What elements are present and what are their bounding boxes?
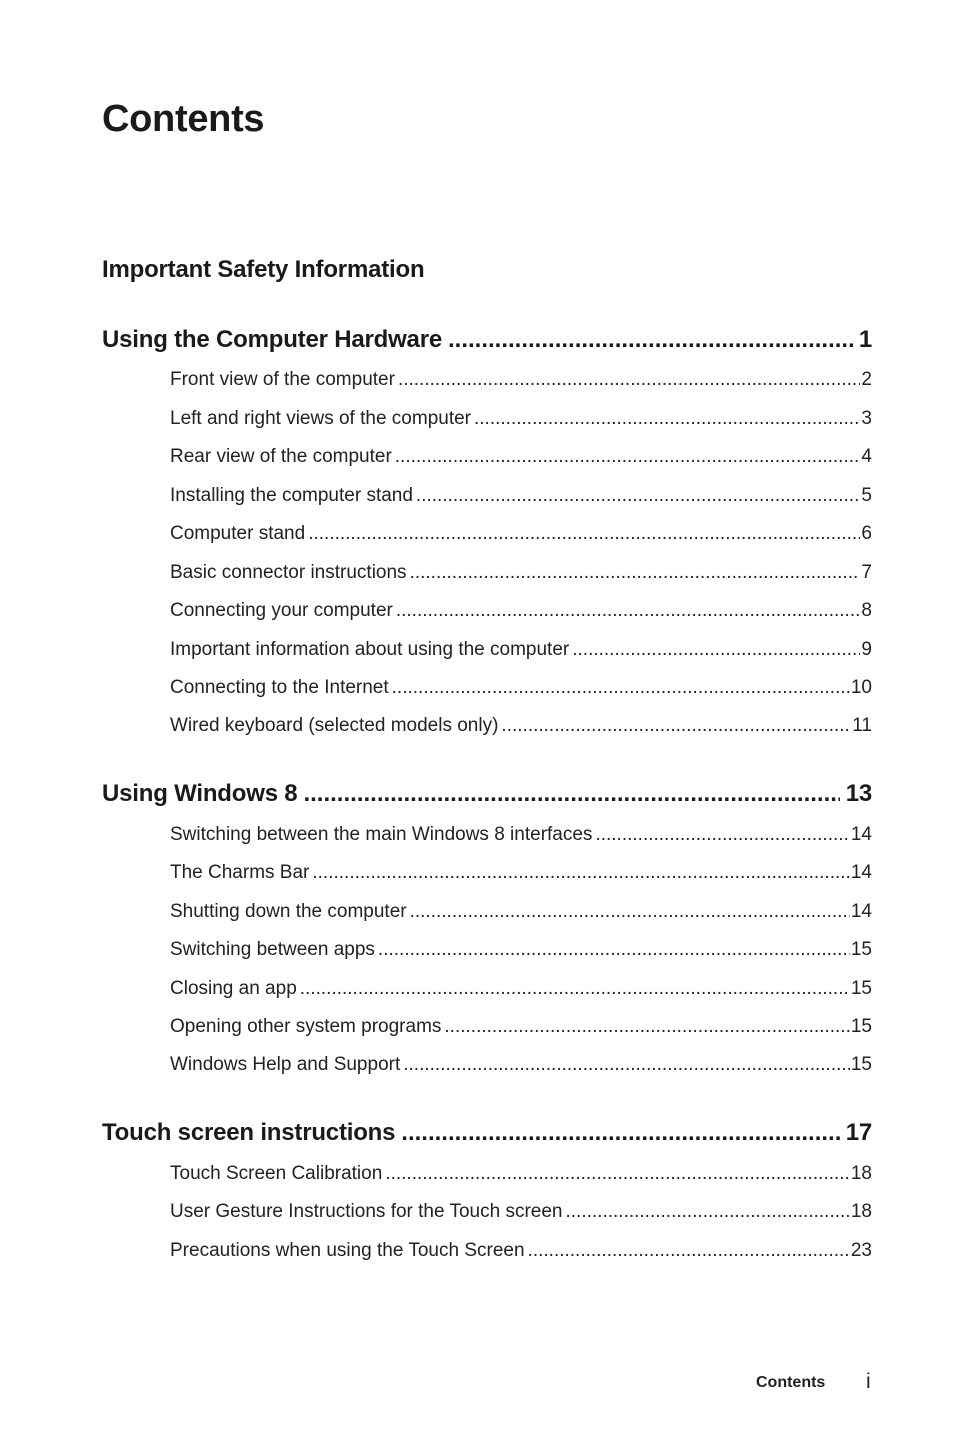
toc-entry-title: Computer stand — [170, 523, 306, 544]
dot-leader — [395, 446, 861, 468]
dot-leader — [410, 562, 861, 584]
toc-entry-title: Rear view of the computer — [170, 446, 392, 467]
dot-leader — [416, 485, 861, 507]
toc-heading-safety[interactable]: Important Safety Information — [102, 256, 425, 283]
toc-entry-title: Important information about using the computer — [170, 639, 570, 660]
dot-leader — [392, 677, 850, 699]
toc-entry-title: The Charms Bar — [170, 862, 310, 883]
toc-page-number: 14 — [850, 901, 872, 922]
toc-entry[interactable] — [170, 1163, 872, 1189]
dot-leader — [572, 639, 860, 661]
dot-leader — [308, 523, 860, 545]
toc-page-number: 15 — [850, 978, 872, 999]
footer-page-number: i — [866, 1370, 871, 1393]
dot-leader — [401, 1119, 839, 1147]
toc-entry[interactable] — [170, 677, 872, 703]
toc-entry[interactable] — [170, 939, 872, 965]
toc-page-number: 1 — [858, 326, 872, 353]
toc-chapter-windows8[interactable] — [102, 780, 872, 812]
toc-entry[interactable] — [170, 1201, 872, 1227]
dot-leader — [595, 824, 849, 846]
toc-entry-title: Shutting down the computer — [170, 901, 407, 922]
toc-entry[interactable] — [170, 715, 872, 741]
toc-page-number: 11 — [852, 715, 872, 736]
toc-page-number: 8 — [861, 600, 872, 621]
toc-entry[interactable] — [170, 901, 872, 927]
dot-leader — [312, 862, 849, 884]
toc-entry-title: Installing the computer stand — [170, 485, 413, 506]
toc-entry-title: Switching between the main Windows 8 interfaces — [170, 824, 593, 845]
toc-chapter-touch-screen[interactable] — [102, 1119, 872, 1151]
toc-page-number: 23 — [850, 1240, 872, 1261]
toc-entry-title: Closing an app — [170, 978, 297, 999]
toc-entry[interactable] — [170, 1240, 872, 1266]
dot-leader — [528, 1240, 850, 1262]
toc-page-number: 4 — [861, 446, 872, 467]
toc-chapter-hardware[interactable] — [102, 326, 872, 358]
toc-entry[interactable] — [170, 562, 872, 588]
toc-page-number: 9 — [861, 639, 872, 660]
toc-page-number: 7 — [861, 562, 872, 583]
toc-page-number: 15 — [850, 1016, 872, 1037]
toc-entry[interactable] — [170, 862, 872, 888]
toc-page-number: 10 — [850, 677, 872, 698]
toc-entry[interactable] — [170, 1054, 872, 1080]
toc-entry[interactable] — [170, 446, 872, 472]
dot-leader — [398, 369, 860, 391]
toc-page-number: 15 — [850, 939, 872, 960]
toc-entry-title: Basic connector instructions — [170, 562, 407, 583]
toc-chapter-title: Using the Computer Hardware — [102, 326, 442, 353]
toc-entry[interactable] — [170, 600, 872, 626]
dot-leader — [396, 600, 861, 622]
dot-leader — [566, 1201, 850, 1223]
dot-leader — [410, 901, 850, 923]
toc-page-number: 6 — [861, 523, 872, 544]
dot-leader — [474, 408, 860, 430]
dot-leader — [303, 780, 839, 808]
dot-leader — [444, 1016, 849, 1038]
toc-entry-title: Opening other system programs — [170, 1016, 442, 1037]
toc-entry-title: Switching between apps — [170, 939, 375, 960]
toc-entry[interactable] — [170, 639, 872, 665]
toc-page-number: 2 — [861, 369, 872, 390]
toc-page-number: 18 — [850, 1201, 872, 1222]
dot-leader — [385, 1163, 850, 1185]
toc-entry[interactable] — [170, 523, 872, 549]
toc-entry[interactable] — [170, 485, 872, 511]
toc-page-number: 3 — [861, 408, 872, 429]
toc-entry-title: Windows Help and Support — [170, 1054, 401, 1075]
toc-entry[interactable] — [170, 369, 872, 395]
dot-leader — [378, 939, 850, 961]
toc-entry-title: Connecting to the Internet — [170, 677, 389, 698]
toc-entry-title: Wired keyboard (selected models only) — [170, 715, 499, 736]
toc-chapter-title: Touch screen instructions — [102, 1119, 396, 1146]
toc-entry-title: Front view of the computer — [170, 369, 395, 390]
toc-page-number: 14 — [850, 862, 872, 883]
dot-leader — [300, 978, 850, 1000]
toc-entry-title: Connecting your computer — [170, 600, 393, 621]
dot-leader — [403, 1054, 850, 1076]
toc-entry[interactable] — [170, 1016, 872, 1042]
toc-page-number: 5 — [861, 485, 872, 506]
toc-page-number: 18 — [850, 1163, 872, 1184]
toc-entry-title: Left and right views of the computer — [170, 408, 471, 429]
dot-leader — [501, 715, 851, 737]
toc-chapter-title: Using Windows 8 — [102, 780, 298, 807]
dot-leader — [448, 326, 853, 354]
toc-page-number: 15 — [850, 1054, 872, 1075]
toc-entry[interactable] — [170, 408, 872, 434]
toc-page-number: 17 — [845, 1119, 872, 1146]
toc-page-number: 14 — [850, 824, 872, 845]
page-title: Contents — [102, 98, 265, 140]
toc-entry[interactable] — [170, 978, 872, 1004]
toc-entry-title: Touch Screen Calibration — [170, 1163, 383, 1184]
toc-entry-title: Precautions when using the Touch Screen — [170, 1240, 525, 1261]
footer-section-label: Contents — [756, 1374, 826, 1391]
toc-page-number: 13 — [845, 780, 872, 807]
toc-entry-title: User Gesture Instructions for the Touch screen — [170, 1201, 563, 1222]
toc-entry[interactable] — [170, 824, 872, 850]
